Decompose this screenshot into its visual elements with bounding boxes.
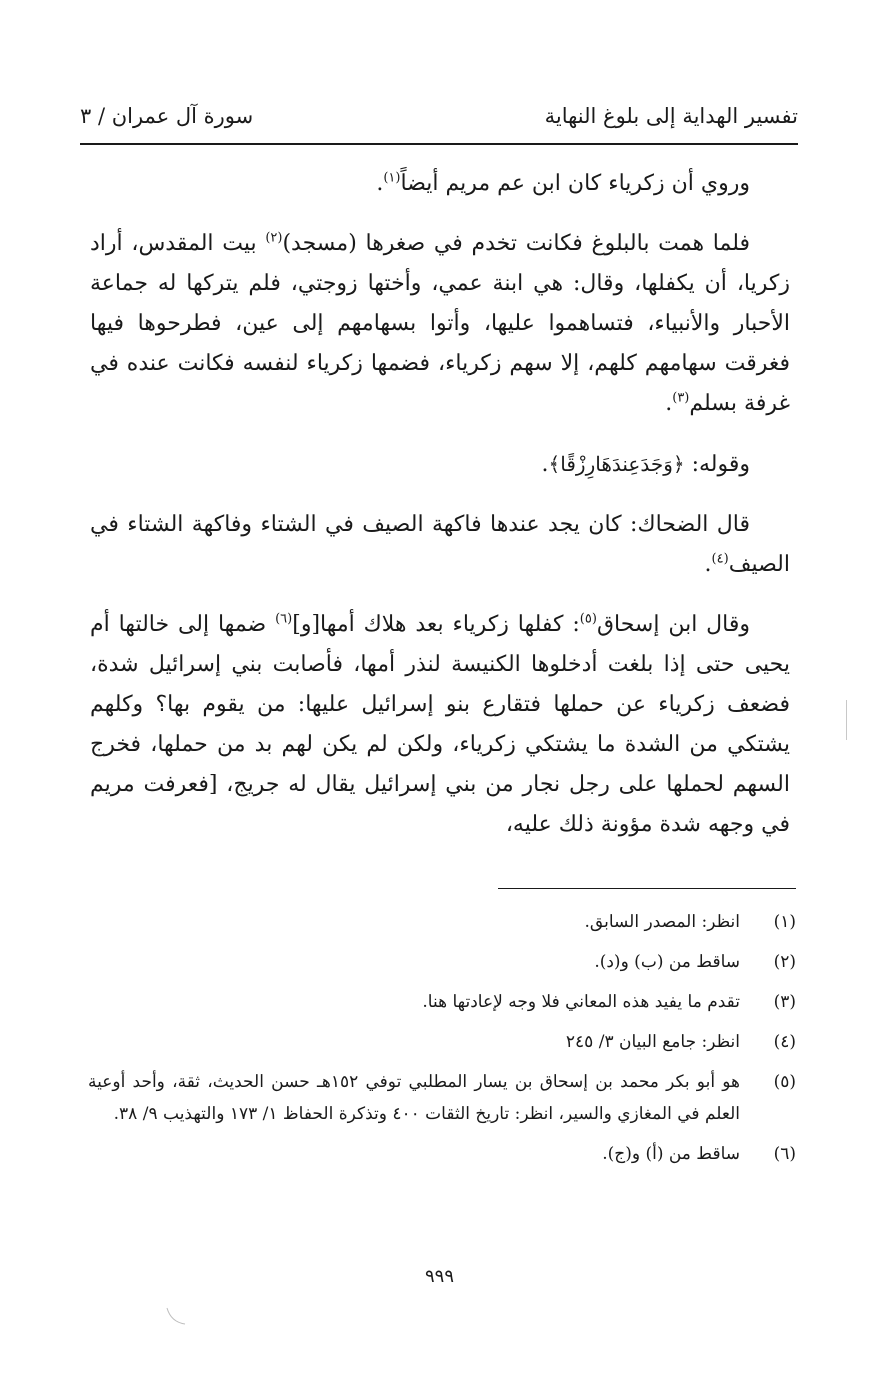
footnote-text: تقدم ما يفيد هذه المعاني فلا وجه لإعادتها هنا. [422, 992, 740, 1012]
text-run: . [665, 391, 673, 416]
footnote-number: (٤) [773, 1032, 796, 1052]
page-number: ٩٩٩ [424, 1266, 454, 1287]
footnotes [88, 906, 796, 1178]
footnote-number: (١) [773, 912, 796, 932]
footnote-item [88, 1026, 796, 1058]
paragraph [90, 605, 790, 845]
footnote-item [88, 906, 796, 938]
footnote-item [88, 946, 796, 978]
footnote-number: (٦) [773, 1144, 796, 1164]
text-run: قال الضحاك: كان يجد عندها فاكهة الصيف في الشتاء وفاكهة الشتاء في الصيف [90, 512, 790, 577]
text-run: : كفلها زكرياء بعد هلاك أمها[و] [292, 612, 580, 637]
scan-corner-mark [165, 1306, 187, 1326]
main-text [90, 164, 790, 865]
footnote-item [88, 986, 796, 1018]
text-run: وروي أن زكرياء كان ابن عم مريم أيضاً [400, 171, 750, 196]
footnote-number: (٢) [773, 952, 796, 972]
footnote-text: انظر: المصدر السابق. [584, 912, 740, 932]
text-run: وقال ابن إسحاق [596, 612, 750, 637]
footnote-ref: (١) [383, 170, 401, 186]
text-run: . [541, 452, 549, 477]
footnote-text: انظر: جامع البيان ٣/ ٢٤٥ [565, 1032, 740, 1052]
text-run: وقوله: [684, 452, 750, 477]
paragraph [90, 444, 790, 485]
paragraph [90, 224, 790, 424]
footnote-text: ساقط من (ب) و(د). [594, 952, 740, 972]
footnote-item [88, 1138, 796, 1170]
book-title: تفسير الهداية إلى بلوغ النهاية [544, 104, 798, 128]
footnote-text: ساقط من (أ) و(ج). [602, 1144, 740, 1164]
text-run: بيت المقدس، أراد زكريا، أن يكفلها، وقال: هي ابنة عمي، وأختها زوجتي، فلم يتركها له جماعة الأحبار والأنبياء، فتساهموا عليها، وأتوا بسهامهم إلى عين، فطرحوها فيها فغرقت سهامهم كلهم، إلا سهم زكرياء، فضمها زكرياء لنفسه فكانت عنده في غرفة بسلم [90, 231, 790, 416]
footnote-ref: (٣) [672, 390, 690, 406]
footnote-text: هو أبو بكر محمد بن إسحاق بن يسار المطلبي توفي ١٥٢هـ حسن الحديث، ثقة، وأحد أوعية العلم في المغازي والسير، انظر: تاريخ الثقات ٤٠٠ وتذكرة الحفاظ ١/ ١٧٣ والتهذيب ٩/ ٣٨. [88, 1072, 740, 1124]
scan-margin-mark [846, 700, 847, 740]
paragraph [90, 164, 790, 204]
text-run: فلما همت بالبلوغ فكانت تخدم في صغرها (مسجد) [282, 231, 751, 256]
quran-verse: ﴿وَجَدَعِندَهَارِزْقًا﴾ [548, 452, 685, 476]
paragraph [90, 505, 790, 585]
text-run: ضمها إلى خالتها أم يحيى حتى إذا بلغت أدخلوها الكنيسة لنذر أمها، فأصابت بني إسرائيل شدة، فضعف زكرياء عن حملها فتقارع بنو إسرائيل عليها: من يقوم بها؟ وكلهم يشتكي من الشدة ما يشتكي زكرياء، ولكن لم يكن لهم بد من حملها، فخرج السهم لحملها على رجل نجار من بني إسرائيل يقال له جريج، [فعرفت مريم في وجهه شدة مؤونة ذلك عليه، [90, 612, 790, 837]
header-divider [80, 143, 798, 145]
footnote-ref: (٥) [579, 611, 597, 627]
footnote-ref: (٤) [711, 551, 729, 567]
footnote-ref: (٦) [275, 611, 293, 627]
footnote-number: (٥) [773, 1072, 796, 1092]
running-header [80, 100, 798, 140]
text-run: . [376, 171, 384, 196]
footnote-divider [498, 888, 796, 889]
footnote-number: (٣) [773, 992, 796, 1012]
section-title: سورة آل عمران / ٣ [80, 104, 254, 128]
footnote-item [88, 1066, 796, 1130]
footnote-ref: (٢) [265, 230, 283, 246]
text-run: . [704, 552, 712, 577]
